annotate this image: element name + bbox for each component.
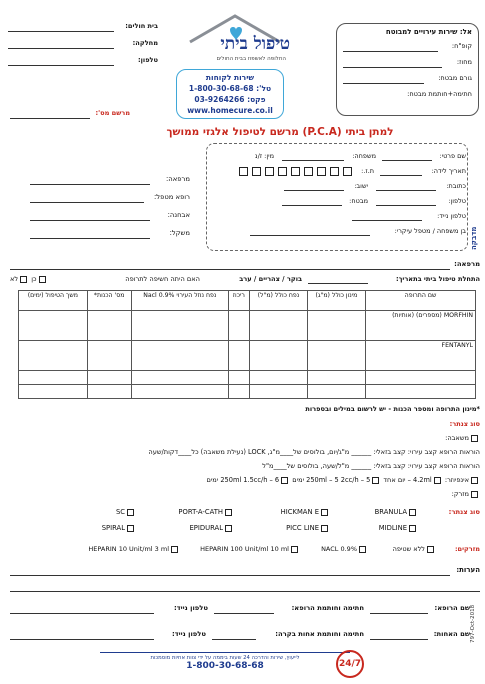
tpn-checkbox[interactable] bbox=[471, 435, 478, 442]
patient-phone-label: טלפון: bbox=[448, 197, 466, 205]
logo-tagline: החלופה לאשפוז בבית החולים bbox=[216, 56, 286, 62]
clinic2-label: מרפאה: bbox=[454, 260, 480, 268]
id-digit-box[interactable] bbox=[317, 167, 326, 176]
table-body bbox=[19, 311, 476, 399]
table-cell[interactable]: MORFHIN (מספרים) (אותיות) bbox=[366, 311, 476, 341]
payer-label: גורם מבטח: bbox=[438, 74, 472, 82]
portacath-cb[interactable] bbox=[225, 509, 232, 516]
instr1: הוראות הרופא קצב עירוי: קצב בזאלי: ______ מ"ג/יום, בולוסים של____מ"ג, LOCK (נעילת משאבה) כל____דקות/שעה bbox=[148, 448, 480, 456]
heparin100-cb[interactable] bbox=[291, 546, 298, 553]
table-cell[interactable] bbox=[366, 371, 476, 385]
infusor-opt2: יום אחד bbox=[383, 476, 406, 484]
diagnosis-label: אבחנה: bbox=[167, 211, 190, 219]
footer-phone: 1-800-30-68-68 bbox=[186, 661, 264, 671]
logo-brand: טיפול ביתי bbox=[220, 34, 290, 54]
infusor-opt5: 250ml 1.5cc/h – 6 ימים bbox=[206, 476, 280, 484]
id-digit-box[interactable] bbox=[343, 167, 352, 176]
logo bbox=[170, 12, 300, 74]
table-cell[interactable] bbox=[19, 311, 88, 341]
id-digit-box[interactable] bbox=[330, 167, 339, 176]
infusor-label: אינפיוזר: bbox=[444, 476, 469, 484]
table-header-cell: מס' הכנות* bbox=[87, 291, 131, 311]
family-label: בן משפחה / מטפל עיקרי: bbox=[394, 227, 466, 235]
sc-label: SC bbox=[115, 508, 125, 516]
doctor-label: רופא מטפל: bbox=[153, 193, 190, 201]
insurer-box bbox=[336, 23, 479, 116]
dept-label: מחלקה: bbox=[132, 39, 158, 47]
hospital-field[interactable] bbox=[8, 31, 114, 32]
syringe-label: מזרק: bbox=[451, 490, 469, 498]
contact-box bbox=[176, 69, 284, 119]
picc-cb[interactable] bbox=[321, 525, 328, 532]
start-row bbox=[10, 275, 480, 287]
diagnosis-field[interactable] bbox=[30, 220, 150, 221]
notes-line1[interactable] bbox=[10, 575, 450, 576]
infusor-opt1-cb[interactable] bbox=[434, 477, 441, 484]
epidural-cb[interactable] bbox=[225, 525, 232, 532]
pump-section bbox=[10, 420, 480, 504]
district-label: מחוז: bbox=[456, 58, 472, 66]
table-row bbox=[19, 341, 476, 371]
patient-fields bbox=[210, 152, 466, 242]
nurse-name-field[interactable] bbox=[370, 639, 428, 640]
syringes-row bbox=[10, 545, 480, 559]
table-cell[interactable] bbox=[249, 385, 307, 399]
id-digit-box[interactable] bbox=[265, 167, 274, 176]
nurse-name-label: שם האחות: bbox=[433, 630, 470, 638]
table-header-row bbox=[19, 291, 476, 311]
weight-label: משקל: bbox=[169, 229, 190, 237]
contact-fax: פקס: 03-9264266 bbox=[194, 95, 266, 104]
id-boxes[interactable] bbox=[237, 167, 354, 176]
doctor-sig-label: חתימה וחותמת הרופא: bbox=[291, 604, 364, 612]
district-field[interactable] bbox=[343, 67, 442, 68]
table-cell[interactable] bbox=[307, 385, 365, 399]
table-cell[interactable] bbox=[366, 385, 476, 399]
dept-field[interactable] bbox=[8, 48, 114, 49]
infusor-opt3: 250ml – 5 bbox=[306, 476, 339, 484]
table-cell[interactable] bbox=[19, 341, 88, 371]
insurer-sign-label: חתימה+חותמת מבטח: bbox=[407, 90, 472, 98]
last-name-field[interactable] bbox=[282, 160, 344, 161]
midline-cb[interactable] bbox=[409, 525, 416, 532]
prescription-no bbox=[10, 109, 130, 117]
table-note: *מינון התרופה ומספר הכנות - יש לרשום במילים ובספרות bbox=[305, 405, 480, 413]
table-cell[interactable] bbox=[228, 385, 249, 399]
nurse-sig-field[interactable] bbox=[212, 639, 256, 640]
syringe-checkbox[interactable] bbox=[471, 491, 478, 498]
table-cell[interactable] bbox=[131, 311, 228, 341]
table-cell[interactable] bbox=[307, 341, 365, 371]
syringes-label: מזרקים: bbox=[454, 545, 480, 553]
table-cell[interactable]: FENTANYL bbox=[366, 341, 476, 371]
infusor-opt1: 4.2ml – bbox=[407, 476, 432, 484]
spiral-label: SPIRAL bbox=[101, 524, 125, 532]
weight-field[interactable] bbox=[30, 238, 150, 239]
patient-phone-field[interactable] bbox=[376, 205, 436, 206]
clinic-field[interactable] bbox=[30, 184, 150, 185]
clinic-fields bbox=[10, 175, 190, 247]
payer-field[interactable] bbox=[343, 83, 424, 84]
table-cell[interactable] bbox=[131, 341, 228, 371]
hospital-block bbox=[8, 20, 158, 71]
catheter-section bbox=[10, 508, 480, 540]
mobile-field[interactable] bbox=[352, 220, 422, 221]
sc-cb[interactable] bbox=[127, 509, 134, 516]
form-title: מרשם לטיפול אלגזי ממושך (P.C.A) למתן ביתי bbox=[166, 126, 394, 138]
table-cell[interactable] bbox=[307, 311, 365, 341]
doctor-name-field[interactable] bbox=[370, 613, 428, 614]
doctor-phone-field[interactable] bbox=[10, 613, 154, 614]
table-cell[interactable] bbox=[249, 341, 307, 371]
tpn-label: משאבה: bbox=[445, 434, 469, 442]
start-date-field[interactable] bbox=[308, 283, 368, 284]
table-header-cell: נפח נוזל העירוי Nacl 0.9% bbox=[131, 291, 228, 311]
id-digit-box[interactable] bbox=[252, 167, 261, 176]
last-name-label: משפחה: bbox=[352, 152, 376, 160]
table-cell[interactable] bbox=[228, 311, 249, 341]
table-cell[interactable] bbox=[87, 385, 131, 399]
nurse-phone-label: טלפון נייד: bbox=[171, 630, 206, 638]
mobile-label: טלפון נייד: bbox=[437, 212, 466, 220]
yes-label: כן bbox=[31, 275, 37, 283]
branula-cb[interactable] bbox=[409, 509, 416, 516]
hospital-label: בית חולים: bbox=[125, 22, 158, 30]
family-field[interactable] bbox=[250, 235, 370, 236]
table-cell[interactable] bbox=[87, 371, 131, 385]
catheter-label: סוג צנתר: bbox=[448, 508, 480, 516]
side-code: 797-Oct-2018 bbox=[470, 604, 476, 643]
nurse-sig-label: חתימה וחותמת אחות בקרה: bbox=[275, 630, 364, 638]
medication-table bbox=[18, 290, 476, 399]
notes bbox=[10, 566, 480, 596]
table-cell[interactable] bbox=[131, 385, 228, 399]
heparin10-cb[interactable] bbox=[171, 546, 178, 553]
doctor-phone-label: טלפון נייד: bbox=[173, 604, 208, 612]
fund-label: קופ"ח: bbox=[451, 42, 472, 50]
infusor-opt5-cb[interactable] bbox=[281, 477, 288, 484]
spiral-cb[interactable] bbox=[127, 525, 134, 532]
sticker-label: מדבקה bbox=[470, 226, 478, 250]
nacl-cb[interactable] bbox=[359, 546, 366, 553]
clinic-label: מרפאה: bbox=[166, 175, 190, 183]
notes-line2[interactable] bbox=[10, 591, 480, 592]
contact-phone: טל': 1-800-30-68-68 bbox=[188, 84, 272, 93]
start-label: התחלת טיפול ביתי בתאריך: bbox=[395, 275, 480, 283]
nurse-phone-field[interactable] bbox=[10, 639, 154, 640]
yes-no bbox=[10, 275, 48, 283]
address-label: כתובת: bbox=[446, 182, 466, 190]
branula-label: BRANULA bbox=[374, 508, 407, 516]
clinic2-row bbox=[10, 260, 480, 268]
table-header-cell: ריכוז bbox=[228, 291, 249, 311]
dob-field[interactable] bbox=[380, 175, 422, 176]
nacl-label: NACL 0.9% bbox=[321, 545, 357, 553]
id-digit-box[interactable] bbox=[304, 167, 313, 176]
id-digit-box[interactable] bbox=[239, 167, 248, 176]
infusor-opt4: 2cc/h – 5 ימים bbox=[292, 476, 371, 484]
patient-insurer-label: מבטח: bbox=[349, 197, 368, 205]
picc-label: PICC LINE bbox=[286, 524, 319, 532]
table-cell[interactable] bbox=[87, 311, 131, 341]
table-header-cell: משך הטיפול (ימים) bbox=[19, 291, 88, 311]
dob-label: תאריך לידה: bbox=[431, 167, 466, 175]
table-cell[interactable] bbox=[131, 371, 228, 385]
infusor-row bbox=[10, 476, 480, 490]
id-digit-box[interactable] bbox=[291, 167, 300, 176]
address-field[interactable] bbox=[376, 190, 436, 191]
table-row bbox=[19, 311, 476, 341]
instr2: הוראות הרופא קצב עירוי: קצב בזאלי: ______ מ"ל/שעה, בולוסים של____מ"ל bbox=[262, 462, 480, 470]
pump-type-label: סוג צנתר: bbox=[449, 420, 480, 428]
epidural-label: EPIDURAL bbox=[189, 524, 223, 532]
table-row bbox=[19, 385, 476, 399]
id-label: ת.ז.: bbox=[361, 167, 374, 175]
doctor-field[interactable] bbox=[30, 202, 144, 203]
table-cell[interactable] bbox=[249, 371, 307, 385]
phone-field[interactable] bbox=[8, 65, 114, 66]
insurer-title: אל: שירות עירויים למבוטח bbox=[385, 28, 472, 36]
doctor-sig-field[interactable] bbox=[214, 613, 274, 614]
fund-field[interactable] bbox=[343, 51, 438, 52]
portacath-label: PORT-A-CATH bbox=[178, 508, 223, 516]
settlement-label: ישוב: bbox=[354, 182, 368, 190]
table-cell[interactable] bbox=[228, 341, 249, 371]
start-time: בוקר / צהריים / ערב bbox=[239, 275, 302, 283]
signatures bbox=[10, 604, 470, 650]
no-flush-label: ללא שטיפה bbox=[392, 545, 425, 553]
patient-insurer-field[interactable] bbox=[282, 205, 342, 206]
notes-label: הערות: bbox=[456, 566, 480, 574]
table-cell[interactable] bbox=[228, 371, 249, 385]
table-header-cell: נפח כולל (מ"ל) bbox=[249, 291, 307, 311]
midline-label: MIDLINE bbox=[378, 524, 407, 532]
table-header-cell: שם התרופה bbox=[366, 291, 476, 311]
table-cell[interactable] bbox=[19, 385, 88, 399]
table-row bbox=[19, 371, 476, 385]
clinic2-field[interactable] bbox=[10, 269, 450, 270]
settlement-field[interactable] bbox=[284, 190, 344, 191]
no-checkbox[interactable] bbox=[20, 276, 27, 283]
contact-web: www.homecure.co.il bbox=[187, 106, 273, 115]
hickman-cb[interactable] bbox=[321, 509, 328, 516]
doctor-name-label: שם הרופא: bbox=[434, 604, 470, 612]
prescription-no-label: מרשם מס': bbox=[95, 109, 130, 117]
infusor-checkbox[interactable] bbox=[471, 477, 478, 484]
phone-label: טלפון: bbox=[138, 56, 158, 64]
twenty-four-seven-badge: 24/7 bbox=[336, 650, 364, 678]
heparin10-label: HEPARIN 10 Unit/ml 3 ml bbox=[88, 545, 169, 553]
footer-text: לייעוץ, שירות והדרכה 24 שעות ביממה על ידי צוות אחיות מוסמכות bbox=[150, 655, 300, 661]
first-name-field[interactable] bbox=[382, 160, 432, 161]
yes-checkbox[interactable] bbox=[39, 276, 46, 283]
prescription-no-field[interactable] bbox=[10, 118, 90, 119]
table-cell[interactable] bbox=[307, 371, 365, 385]
hickman-label: HICKMAN E bbox=[280, 508, 319, 516]
table-cell[interactable] bbox=[249, 311, 307, 341]
sensitivity-label: האם היתה חשיפה לתרופה bbox=[125, 275, 200, 283]
first-name-label: שם פרטי: bbox=[439, 152, 466, 160]
contact-title: שירות לקוחות bbox=[205, 73, 255, 82]
table-cell[interactable] bbox=[87, 341, 131, 371]
id-digit-box[interactable] bbox=[278, 167, 287, 176]
no-flush-cb[interactable] bbox=[427, 546, 434, 553]
no-label: לא bbox=[10, 275, 19, 283]
heparin100-label: HEPARIN 100 Unit/ml 10 ml bbox=[200, 545, 289, 553]
table-header-cell: מינון כולל (מ"ג) bbox=[307, 291, 365, 311]
sex-label: מין: ז/נ bbox=[255, 152, 274, 160]
table-cell[interactable] bbox=[19, 371, 88, 385]
footer bbox=[100, 652, 350, 678]
infusor-opt3-cb[interactable] bbox=[372, 477, 379, 484]
